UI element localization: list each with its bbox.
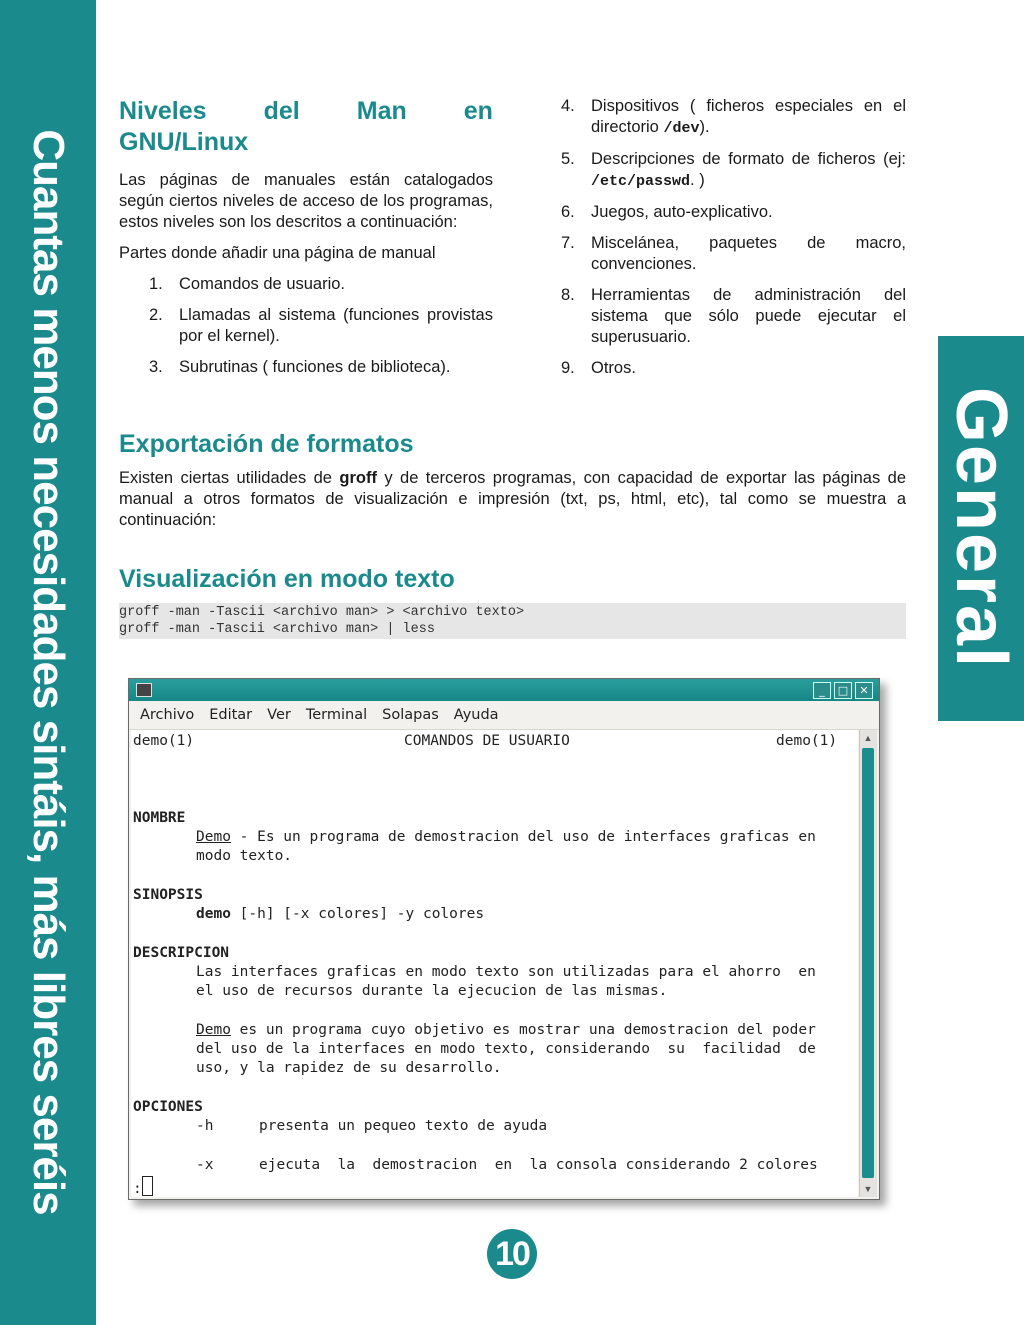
scrollbar-thumb[interactable] — [862, 748, 874, 1178]
side-title: Cuantas menos necesidades sintáis, más libres seréis — [24, 129, 73, 1215]
terminal-window — [128, 678, 880, 1200]
section-tab-label: General — [941, 386, 1021, 670]
option-text: ejecuta la demostracion en la consola considerando 2 colores — [259, 1157, 818, 1173]
man-header-center: COMANDOS DE USUARIO — [404, 733, 570, 749]
descripcion-line: Las interfaces graficas en modo texto son utilizadas para el ahorro en — [196, 964, 816, 980]
menu-terminal[interactable]: Terminal — [305, 707, 368, 723]
terminal-icon — [136, 683, 152, 697]
option-flag: -h — [196, 1118, 214, 1134]
niveles-intro: Las páginas de manuales están catalogados según ciertos niveles de acceso de los programas, estos niveles son los descritos a continuación: — [119, 171, 493, 231]
niveles-column-2 — [561, 96, 906, 379]
list-item: 1. Comandos de usuario. — [149, 275, 346, 293]
list-item: 3. Subrutinas ( funciones de biblioteca). — [149, 358, 451, 376]
prompt-line: : — [133, 1176, 153, 1197]
nombre-line1: Demo - Es un programa de demostracion del uso de interfaces graficas en — [196, 829, 816, 845]
menu-archivo[interactable]: Archivo — [140, 707, 195, 723]
visualizacion-section — [119, 563, 906, 639]
text-cursor — [142, 1176, 153, 1196]
exportacion-text: Existen ciertas utilidades de groff y de terceros programas, con capacidad de exportar las páginas de manual a otros formatos de visualización e impresión (txt, ps, html, etc), tal como se muestra a continuación: — [119, 469, 906, 529]
scroll-up-icon[interactable]: ▲ — [863, 733, 873, 743]
menu-editar[interactable]: Editar — [209, 707, 253, 723]
list-item: 5. Descripciones de formato de ficheros (ej: /etc/passwd. ) — [561, 150, 906, 190]
option-flag: -x — [196, 1157, 214, 1173]
code-block — [119, 603, 906, 639]
opciones-heading: OPCIONES — [133, 1099, 203, 1115]
menu-ver[interactable]: Ver — [267, 707, 291, 723]
descripcion-line: Demo es un programa cuyo objetivo es mostrar una demostracion del poder — [196, 1022, 816, 1038]
menu-solapas[interactable]: Solapas — [382, 707, 439, 723]
man-header-left: demo(1) — [133, 733, 195, 749]
niveles-column — [119, 96, 493, 378]
page-number: 10 — [487, 1229, 537, 1279]
scroll-down-icon[interactable]: ▼ — [863, 1184, 873, 1194]
niveles-title — [119, 96, 493, 158]
niveles-list-2 — [561, 96, 906, 379]
title-word: Niveles — [119, 97, 207, 125]
menu-ayuda[interactable]: Ayuda — [453, 707, 499, 723]
code-line: groff -man -Tascii <archivo man> > <archivo texto> — [119, 605, 525, 620]
terminal-menubar — [129, 701, 879, 730]
list-item: 2. Llamadas al sistema (funciones provistas por el kernel). — [149, 306, 493, 345]
man-header-right: demo(1) — [776, 733, 838, 749]
title-line2: GNU/Linux — [119, 128, 249, 156]
exportacion-section — [119, 428, 906, 531]
sinopsis-line: demo [-h] [-x colores] -y colores — [196, 906, 485, 922]
nombre-line2: modo texto. — [196, 848, 293, 864]
niveles-list-1 — [119, 274, 493, 378]
minimize-icon[interactable]: _ — [813, 682, 831, 699]
list-item: 7. Miscelánea, paquetes de macro, convenciones. — [561, 234, 906, 273]
list-item: 9. Otros. — [561, 359, 636, 377]
option-text: presenta un pequeo texto de ayuda — [259, 1118, 548, 1134]
list-item: 8. Herramientas de administración del sistema que sólo puede ejecutar el superusuario. — [561, 286, 906, 346]
terminal-screen[interactable] — [131, 730, 858, 1197]
descripcion-line: del uso de la interfaces en modo texto, considerando su facilidad de — [196, 1041, 816, 1057]
title-word: Man — [356, 97, 407, 125]
sinopsis-heading: SINOPSIS — [133, 887, 203, 903]
side-band — [0, 0, 96, 1325]
descripcion-heading: DESCRIPCION — [133, 945, 230, 961]
code-line: groff -man -Tascii <archivo man> | less — [119, 622, 435, 637]
section-tab — [938, 336, 1024, 721]
title-word: en — [463, 97, 493, 125]
exportacion-title: Exportación de formatos — [119, 430, 414, 458]
terminal-titlebar — [129, 679, 879, 701]
descripcion-line: el uso de recursos durante la ejecucion de las mismas. — [196, 983, 668, 999]
list-item: 4. Dispositivos ( ficheros especiales en el directorio /dev). — [561, 97, 906, 137]
maximize-icon[interactable]: □ — [834, 682, 852, 699]
title-word: del — [263, 97, 300, 125]
close-icon[interactable]: ✕ — [855, 682, 873, 699]
partes-text: Partes donde añadir una página de manual — [119, 244, 436, 262]
list-item: 6. Juegos, auto-explicativo. — [561, 203, 773, 221]
visualizacion-title: Visualización en modo texto — [119, 565, 455, 593]
terminal-scrollbar[interactable] — [859, 730, 877, 1197]
nombre-heading: NOMBRE — [133, 810, 186, 826]
descripcion-line: uso, y la rapidez de su desarrollo. — [196, 1060, 502, 1076]
